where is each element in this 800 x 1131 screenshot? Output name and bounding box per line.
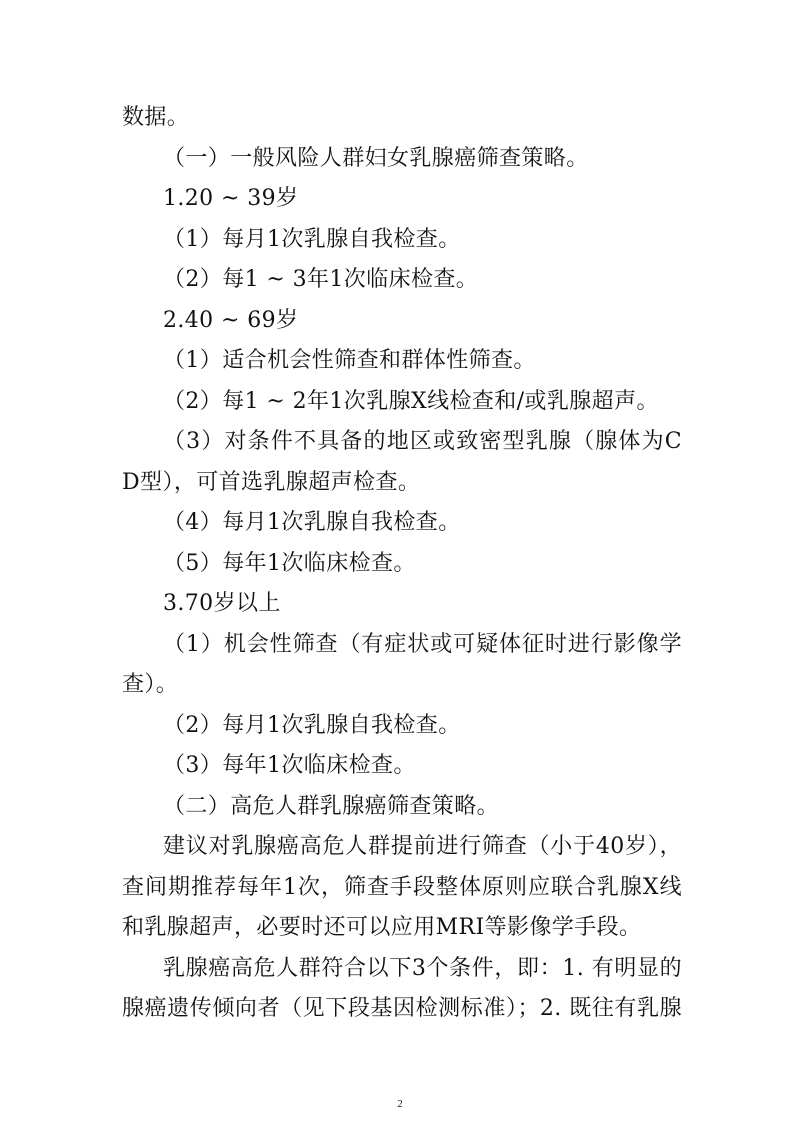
page-number: 2 <box>397 1098 403 1110</box>
text-line: （2）每月1次乳腺自我检查。 <box>163 712 461 738</box>
text-line: 1.20 ~ 39岁 <box>163 186 299 211</box>
text-line: 查间期推荐每年1次，筛查手段整体原则应联合乳腺X线 <box>122 874 682 900</box>
text-line: （5）每年1次临床检查。 <box>163 550 416 576</box>
text-line: （1）适合机会性筛查和群体性筛查。 <box>163 348 536 373</box>
body-text <box>122 98 682 1030</box>
text-line: 3.70岁以上 <box>163 591 281 616</box>
text-line: （3）每年1次临床检查。 <box>163 753 416 778</box>
text-line: 2.40 ~ 69岁 <box>163 307 299 333</box>
text-line: （1）机会性筛查（有症状或可疑体征时进行影像学 <box>163 631 682 657</box>
text-line: 建议对乳腺癌高危人群提前进行筛查（小于40岁）， <box>163 834 682 859</box>
text-line: （3）对条件不具备的地区或致密型乳腺（腺体为C <box>163 429 682 454</box>
text-line: 和乳腺超声，必要时还可以应用MRI等影像学手段。 <box>122 915 642 940</box>
text-line: （一）一般风险人群妇女乳腺癌筛查策略。 <box>163 145 589 171</box>
text-line: （2）每1 ~ 2年1次乳腺X线检查和/或乳腺超声。 <box>163 388 659 414</box>
text-line: （2）每1 ~ 3年1次临床检查。 <box>163 267 479 292</box>
text-line: 数据。 <box>122 105 190 130</box>
text-line: D型），可首选乳腺超声检查。 <box>122 469 421 495</box>
text-line: （1）每月1次乳腺自我检查。 <box>163 226 461 252</box>
text-line: 查）。 <box>122 672 179 697</box>
text-line: （二）高危人群乳腺癌筛查策略。 <box>163 793 500 819</box>
text-line: （4）每月1次乳腺自我检查。 <box>163 510 461 535</box>
text-line: 腺癌遗传倾向者（见下段基因检测标准）；2. 既往有乳腺 <box>122 996 682 1021</box>
text-line: 乳腺癌高危人群符合以下3个条件，即：1. 有明显的 <box>163 955 682 981</box>
